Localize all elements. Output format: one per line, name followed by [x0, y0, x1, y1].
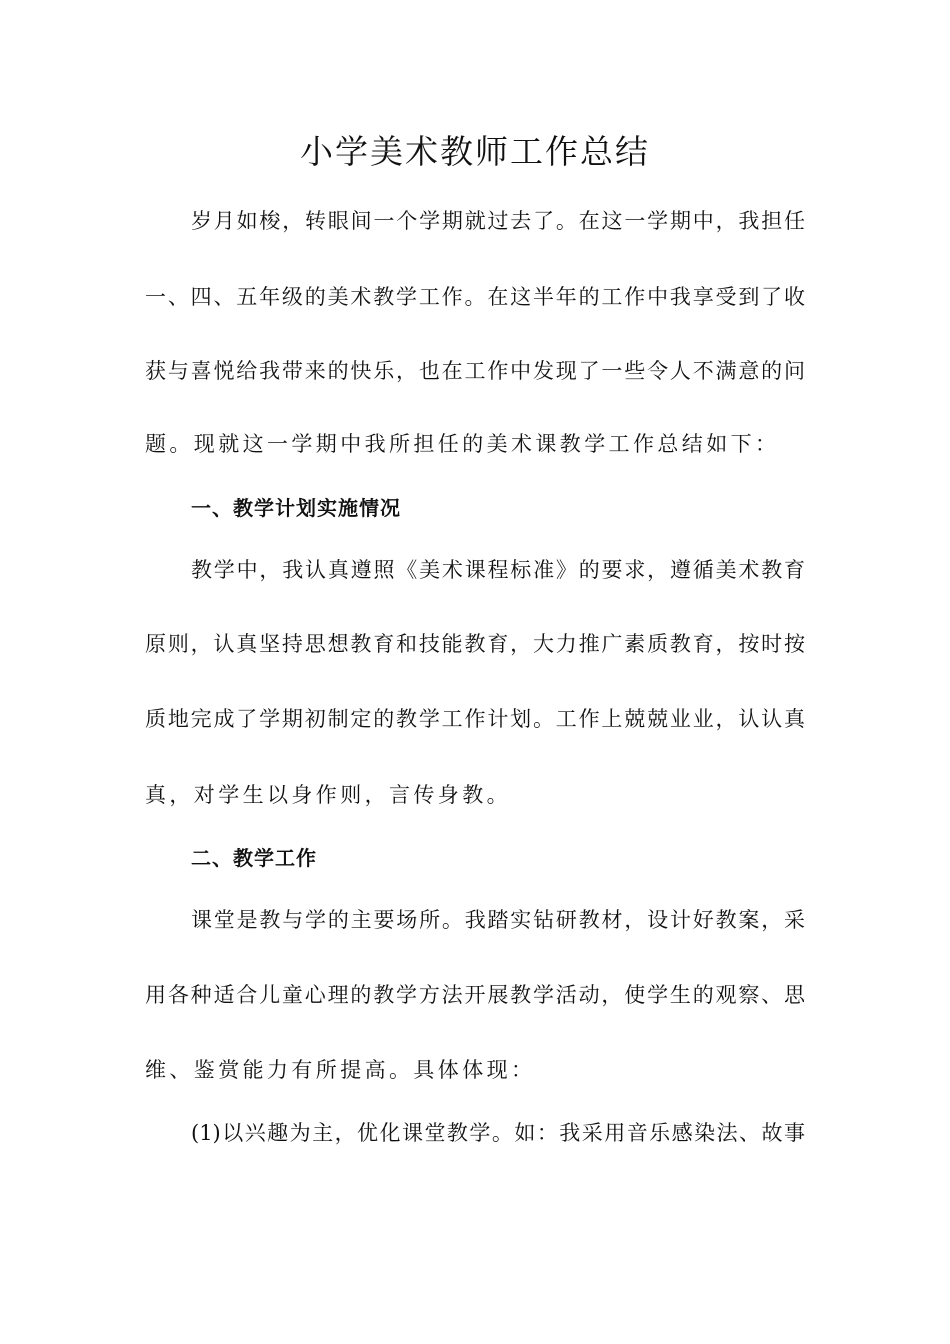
section1-line-3: 质地完成了学期初制定的教学工作计划。工作上兢兢业业，认认真 — [145, 707, 805, 731]
intro-line-2: 一、四、五年级的美术教学工作。在这半年的工作中我享受到了收 — [145, 285, 805, 309]
section2-line-2: 用各种适合儿童心理的教学方法开展教学活动，使学生的观察、思 — [145, 983, 805, 1007]
section2-line-3: 维、鉴赏能力有所提高。具体体现： — [145, 1058, 536, 1082]
document-title: 小学美术教师工作总结 — [300, 132, 650, 171]
section1-line-4: 真，对学生以身作则，言传身教。 — [145, 783, 511, 807]
intro-line-3: 获与喜悦给我带来的快乐，也在工作中发现了一些令人不满意的问 — [145, 359, 805, 383]
section-heading-1: 一、教学计划实施情况 — [191, 496, 401, 520]
intro-line-1: 岁月如梭，转眼间一个学期就过去了。在这一学期中，我担任 — [191, 209, 805, 233]
section-heading-2: 二、教学工作 — [191, 846, 317, 870]
section1-line-2: 原则，认真坚持思想教育和技能教育，大力推广素质教育，按时按 — [145, 632, 805, 656]
section2-line-4: (1)以兴趣为主，优化课堂教学。如：我采用音乐感染法、故事 — [191, 1121, 805, 1145]
section1-line-1: 教学中，我认真遵照《美术课程标准》的要求，遵循美术教育 — [191, 558, 805, 582]
section2-line-1: 课堂是教与学的主要场所。我踏实钻研教材，设计好教案，采 — [191, 908, 805, 932]
intro-line-4: 题。现就这一学期中我所担任的美术课教学工作总结如下： — [145, 432, 780, 456]
